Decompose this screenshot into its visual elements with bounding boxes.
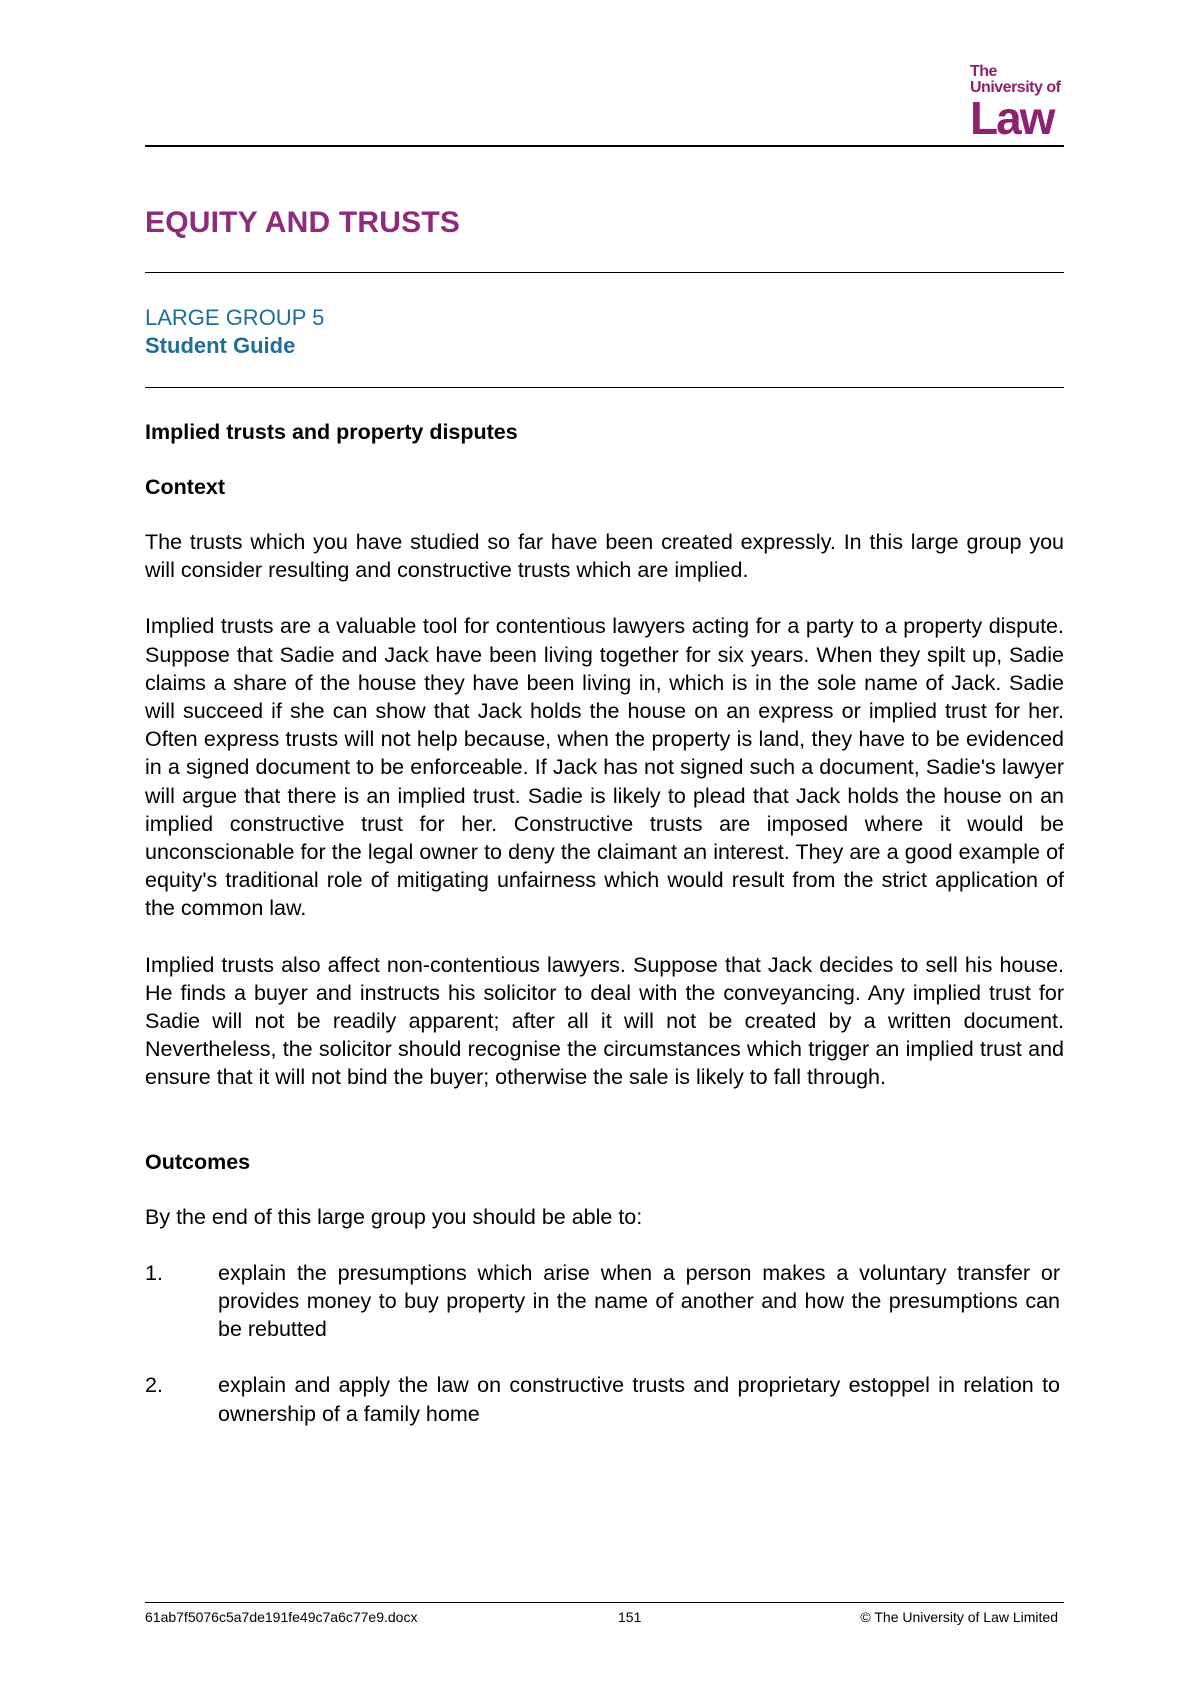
university-logo (970, 64, 1070, 144)
footer-copyright: © The University of Law Limited (860, 1609, 1058, 1625)
footer-filename: 61ab7f5076c5a7de191fe49c7a6c77e9.docx (145, 1609, 418, 1625)
outcome-text: explain the presumptions which arise when a person makes a voluntary transfer or provides money to buy property in the name of another and how the presumptions can be rebutted (218, 1260, 1060, 1342)
main-content (145, 418, 1064, 1456)
title-divider (145, 272, 1064, 273)
course-title: EQUITY AND TRUSTS (145, 206, 461, 239)
group-label: LARGE GROUP 5 (145, 305, 325, 330)
context-paragraph: The trusts which you have studied so far have been created expressly. In this large group you will consider resulting and constructive trusts which are implied. (145, 530, 1064, 583)
outcome-number: 2. (145, 1373, 163, 1398)
context-heading: Context (145, 475, 226, 499)
logo-line-university-of: University of (970, 79, 1061, 96)
outcomes-intro: By the end of this large group you should be able to: (145, 1204, 643, 1229)
context-paragraph: Implied trusts are a valuable tool for contentious lawyers acting for a party to a property dispute. Suppose that Sadie and Jack have been living together for six years. When they spilt up, Sadie claims a share of the house they have been living in, which is in the sole name of Jack. Sadie will succeed if she can show that Jack holds the house on an express or implied trust for her. Often express trusts will not help because, when the property is land, they have to be evidenced in a signed document to be enforceable. If Jack has not signed such a document, Sadie's lawyer will argue that there is an implied trust. Sadie is likely to plead that Jack holds the house on an implied constructive trust for her. Constructive trusts are imposed where it would be unconscionable for the legal owner to deny the claimant an interest. They are a good example of equity's traditional role of mitigating unfairness which would result from the strict application of the common law. (145, 614, 1064, 921)
logo-line-law: Law (970, 92, 1054, 144)
logo-line-the: The (970, 63, 997, 80)
footer-divider (145, 1602, 1064, 1603)
footer-page-number: 151 (618, 1609, 642, 1625)
outcome-number: 1. (145, 1260, 163, 1285)
topic-heading: Implied trusts and property disputes (145, 420, 518, 444)
list-item (145, 1259, 1064, 1344)
guide-label: Student Guide (145, 333, 296, 358)
outcomes-heading: Outcomes (145, 1149, 251, 1174)
outcome-text: explain and apply the law on constructive trusts and proprietary estoppel in relation to ownership of a family home (218, 1373, 1060, 1426)
list-item (145, 1371, 1064, 1427)
group-heading (145, 304, 324, 360)
context-paragraph: Implied trusts also affect non-contentious lawyers. Suppose that Jack decides to sell his house. He finds a buyer and instructs his solicitor to deal with the conveyancing. Any implied trust for Sadie will not be readily apparent; after all it will not be created by a written document. Nevertheless, the solicitor should recognise the circumstances which trigger an implied trust and ensure that it will not bind the buyer; otherwise the sale is likely to fall through. (145, 952, 1064, 1090)
outcomes-list (145, 1259, 1064, 1428)
group-divider (145, 387, 1064, 388)
header-divider (145, 145, 1064, 147)
